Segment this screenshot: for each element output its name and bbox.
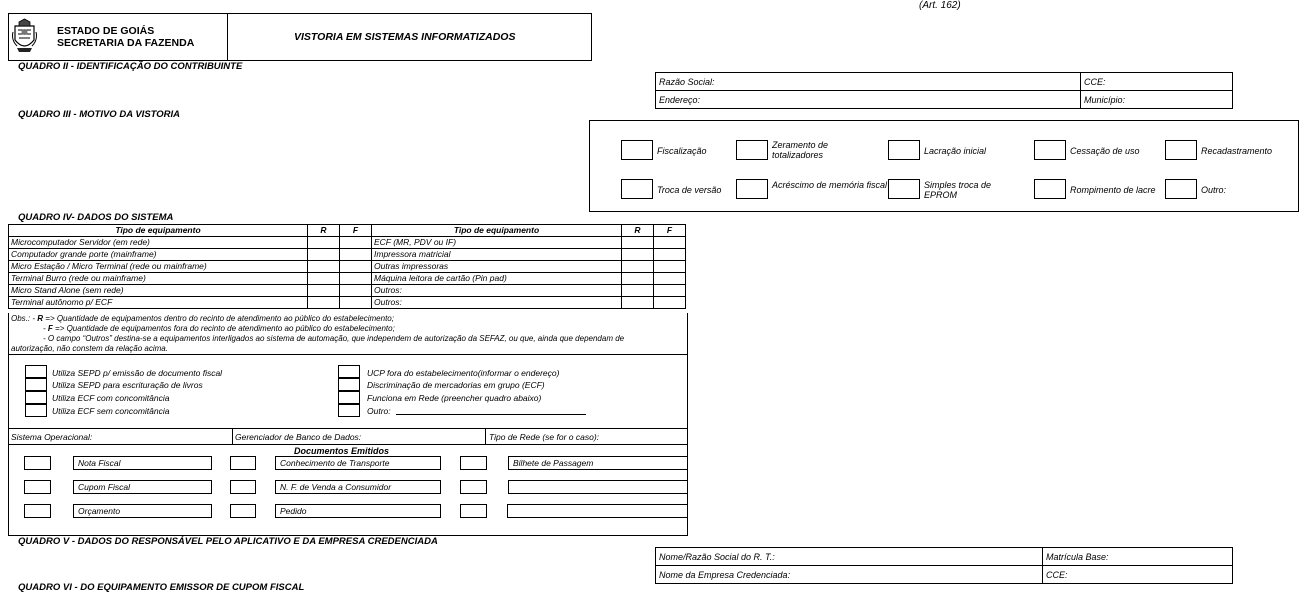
pedido-checkbox[interactable] [230,504,256,518]
funciona-rede-checkbox[interactable] [338,391,360,404]
col-f-left: F [340,225,372,237]
equipment-label: Computador grande porte (mainframe) [9,249,308,261]
obs-r-key: R [37,314,44,323]
divider [9,444,687,445]
r-cell[interactable] [308,273,340,285]
f-cell[interactable] [654,261,686,273]
orcamento-checkbox[interactable] [24,504,51,518]
outro-motivo-checkbox[interactable] [1165,179,1197,199]
troca-versao-checkbox[interactable] [621,179,653,199]
r-cell[interactable] [622,285,654,297]
quadro5-title: QUADRO V - DADOS DO RESPONSÁVEL PELO APLICATIVO E DA EMPRESA CREDENCIADA [18,536,438,547]
col-tipo-right: Tipo de equipamento [372,225,622,237]
fiscalizacao-label: Fiscalização [657,146,707,156]
obs-outros-line-2: autorização, não constem da relação acima. [11,344,168,353]
r-cell[interactable] [308,249,340,261]
equipment-label: Micro Estação / Micro Terminal (rede ou mainframe) [9,261,308,273]
quadro6-title: QUADRO VI - DO EQUIPAMENTO EMISSOR DE CUPOM FISCAL [18,582,305,593]
r-cell[interactable] [308,285,340,297]
lacracao-label: Lacração inicial [924,146,987,156]
f-cell[interactable] [340,261,372,273]
equipment-label: Outros: [372,285,622,297]
quadro4-title: QUADRO IV- DADOS DO SISTEMA [18,212,174,223]
obs-f-key: F [47,324,53,333]
equipment-table [8,224,686,309]
obs-prefix: Obs.: - [11,314,36,323]
r-cell[interactable] [308,237,340,249]
other-doc-2-field[interactable] [507,504,688,518]
docs-title: Documentos Emitidos [294,446,390,456]
cessacao-checkbox[interactable] [1034,140,1066,160]
header-box [8,13,592,61]
municipio-field[interactable]: Município: [1084,95,1126,105]
obs-f-line: - F => Quantidade de equipamentos fora do recinto de atendimento ao público do estabelecimento; [43,324,395,333]
equipment-label: Terminal Burro (rede ou mainframe) [9,273,308,285]
orcamento-label: Orçamento [73,504,212,518]
f-cell[interactable] [340,285,372,297]
obs-f-text: => Quantidade de equipamentos fora do recinto de atendimento ao público do estabelecimento; [55,324,395,333]
row-divider [656,90,1232,91]
cupom-fiscal-checkbox[interactable] [24,480,51,494]
acrescimo-memoria-checkbox[interactable] [736,179,768,199]
outro-motivo-label: Outro: [1201,185,1227,195]
header-divider [227,14,228,60]
col-divider [485,428,486,444]
f-cell[interactable] [654,285,686,297]
f-cell[interactable] [654,249,686,261]
sepd-emissao-checkbox[interactable] [25,365,47,378]
sepd-livros-label: Utiliza SEPD para escrituração de livros [52,380,203,390]
ecf-com-label: Utiliza ECF com concomitância [52,393,170,403]
quadro2-title: QUADRO II - IDENTIFICAÇÃO DO CONTRIBUINTE [18,61,243,72]
f-cell[interactable] [340,297,372,309]
bilhete-checkbox[interactable] [460,456,487,470]
sepd-emissao-label: Utiliza SEPD p/ emissão de documento fiscal [52,368,223,378]
r-cell[interactable] [622,297,654,309]
endereco-field[interactable]: Endereço: [659,95,701,105]
cce-empresa-field[interactable]: CCE: [1046,570,1068,580]
state-coat-of-arms-logo [11,18,38,54]
col-divider [232,428,233,444]
recadastramento-label: Recadastramento [1201,146,1273,156]
secretariat-name: SECRETARIA DA FAZENDA [57,37,195,49]
bilhete-label: Bilhete de Passagem [508,456,688,470]
state-name: ESTADO DE GOIÁS [57,25,155,37]
equipment-label: Microcomputador Servidor (em rede) [9,237,308,249]
f-cell[interactable] [654,273,686,285]
equipment-label: Impressora matricial [372,249,622,261]
divider [9,354,687,355]
ecf-sem-checkbox[interactable] [25,404,47,417]
col-r-right: R [622,225,654,237]
divider [9,428,687,429]
r-cell[interactable] [622,273,654,285]
troca-eprom-label: Simples troca de EPROM [924,180,992,200]
troca-eprom-checkbox[interactable] [888,179,920,199]
lacracao-checkbox[interactable] [888,140,920,160]
cce-field[interactable]: CCE: [1084,77,1106,87]
table-row [9,285,686,297]
table-row [9,273,686,285]
pedido-label: Pedido [275,504,441,518]
form-title: VISTORIA EM SISTEMAS INFORMATIZADOS [294,31,516,43]
other-doc-2-checkbox[interactable] [460,504,487,518]
gerenciador-field[interactable]: Gerenciador de Banco de Dados: [235,432,362,442]
ecf-com-checkbox[interactable] [25,391,47,404]
equipment-label: Terminal autônomo p/ ECF [9,297,308,309]
row-divider [656,565,1232,566]
tipo-rede-field[interactable]: Tipo de Rede (se for o caso): [489,432,600,442]
nota-fiscal-checkbox[interactable] [24,456,51,470]
table-header-row [9,225,686,237]
conhecimento-checkbox[interactable] [230,456,256,470]
equipment-label: Outras impressoras [372,261,622,273]
sistema-operacional-field[interactable]: Sistema Operacional: [11,432,93,442]
col-divider [1042,548,1043,583]
article-reference: (Art. 162) [919,0,961,11]
outro-check-checkbox[interactable] [338,404,360,417]
table-row [9,261,686,273]
fiscalizacao-checkbox[interactable] [621,140,653,160]
col-tipo-left: Tipo de equipamento [9,225,308,237]
acrescimo-memoria-label: Acréscimo de memória fiscal [772,180,888,190]
equipment-label: ECF (MR, PDV ou IF) [372,237,622,249]
rompimento-lacre-checkbox[interactable] [1034,179,1066,199]
quadro3-title: QUADRO III - MOTIVO DA VISTORIA [18,109,181,120]
equipment-label: Micro Stand Alone (sem rede) [9,285,308,297]
f-cell[interactable] [654,237,686,249]
ecf-sem-label: Utiliza ECF sem concomitância [52,406,170,416]
system-details-box [8,313,688,536]
other-doc-1-field[interactable] [508,480,688,494]
table-row [9,237,686,249]
rompimento-lacre-label: Rompimento de lacre [1070,185,1156,195]
obs-r-line [11,314,394,324]
discriminacao-label: Discriminação de mercadorias em grupo (ECF) [367,380,545,390]
r-cell[interactable] [308,261,340,273]
cupom-fiscal-label: Cupom Fiscal [73,480,212,494]
matricula-field[interactable]: Matrícula Base: [1046,552,1109,562]
nf-venda-checkbox[interactable] [230,480,256,494]
outro-check-label: Outro: [367,406,391,416]
razao-social-field[interactable]: Razão Social: [659,77,715,87]
col-r-left: R [308,225,340,237]
r-cell[interactable] [622,249,654,261]
cessacao-label: Cessação de uso [1070,146,1140,156]
other-doc-1-checkbox[interactable] [460,480,487,494]
table-row [9,249,686,261]
ucp-fora-checkbox[interactable] [338,365,360,378]
equipment-label: Máquina leitora de cartão (Pin pad) [372,273,622,285]
obs-outros-line-1: - O campo “Outros” destina-se a equipamentos interligados ao sistema de automação, que independem de autorização da SEFAZ, ou que, ainda que dependam de [43,334,625,343]
nf-venda-label: N. F. de Venda a Consumidor [275,480,441,494]
funciona-rede-label: Funciona em Rede (preencher quadro abaixo) [367,393,542,403]
col-divider [1080,73,1081,108]
conhecimento-label: Conhecimento de Transporte [275,456,441,470]
r-cell[interactable] [622,261,654,273]
r-cell[interactable] [308,297,340,309]
f-cell[interactable] [654,297,686,309]
troca-versao-label: Troca de versão [657,185,722,195]
nota-fiscal-label: Nota Fiscal [73,456,212,470]
col-f-right: F [654,225,686,237]
nome-rt-field[interactable]: Nome/Razão Social do R. T.: [659,552,775,562]
sepd-livros-checkbox[interactable] [25,378,47,391]
recadastramento-checkbox[interactable] [1165,140,1197,160]
f-cell[interactable] [340,249,372,261]
obs-r-text: => Quantidade de equipamentos dentro do recinto de atendimento ao público do estabelecimento; [45,314,394,323]
contribuinte-box [655,72,1233,109]
empresa-field[interactable]: Nome da Empresa Credenciada: [659,570,791,580]
zeramento-label: Zeramento de totalizadores [772,140,829,160]
responsavel-box [655,547,1233,584]
ucp-fora-label: UCP fora do estabelecimento(informar o endereço) [367,368,560,378]
discriminacao-checkbox[interactable] [338,378,360,391]
zeramento-checkbox[interactable] [736,140,768,160]
r-cell[interactable] [622,237,654,249]
f-cell[interactable] [340,237,372,249]
table-row [9,297,686,309]
outro-line-input[interactable] [396,414,586,415]
f-cell[interactable] [340,273,372,285]
equipment-label: Outros: [372,297,622,309]
